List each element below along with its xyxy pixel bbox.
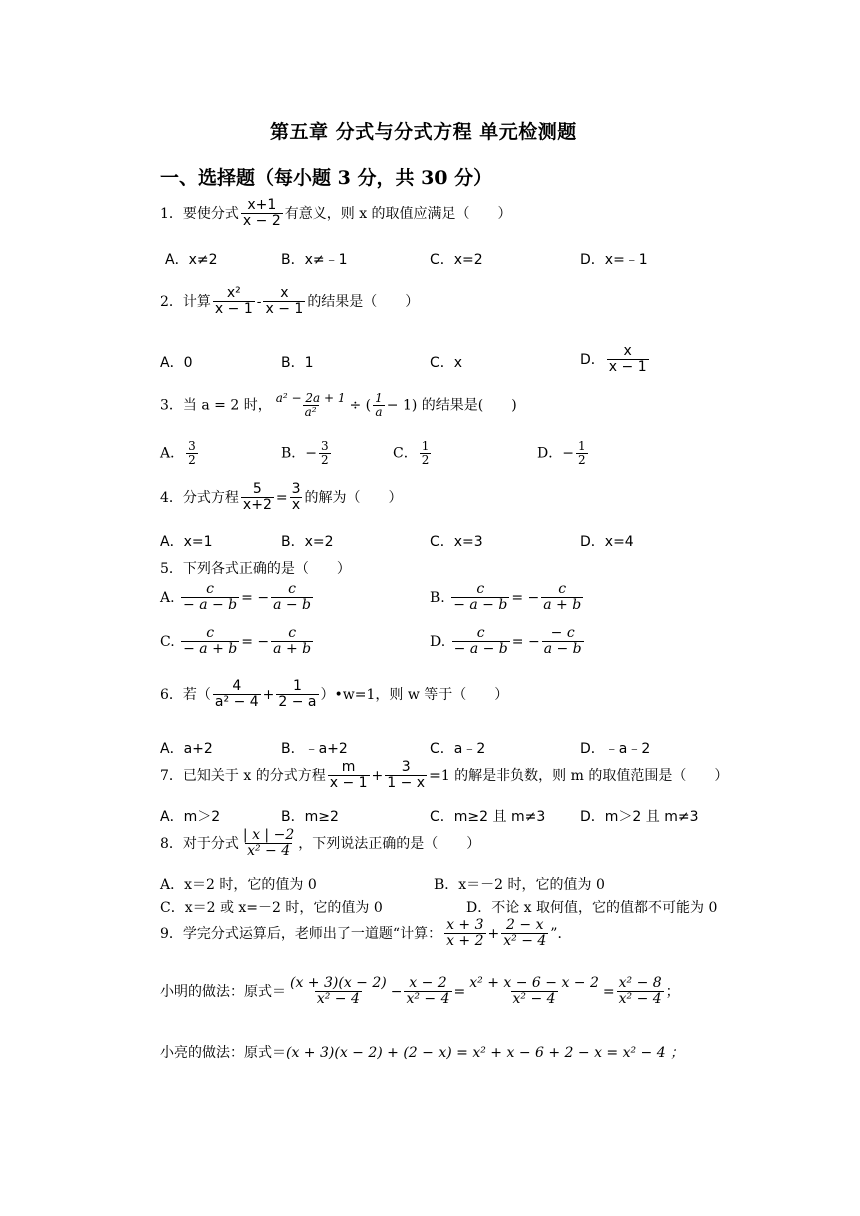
q5-d-label: D. xyxy=(430,633,446,650)
q4-right-fraction xyxy=(290,482,303,514)
q4-post: 的解为（ ） xyxy=(304,489,403,506)
q2-fraction-2 xyxy=(263,286,305,318)
q5-a-rd: a − b xyxy=(273,597,312,614)
q2-d-fraction xyxy=(607,344,649,376)
q3-a-den: 2 xyxy=(188,453,196,468)
q5-d-left xyxy=(452,626,510,658)
q3-d-den: 2 xyxy=(577,453,586,468)
q3-a-label: A． xyxy=(160,445,185,462)
q4-pre: 4．分式方程 xyxy=(160,489,239,506)
q5-b-ld: − a − b xyxy=(453,597,508,614)
q3-option-d xyxy=(537,440,590,467)
q1-option-d: D．x=﹣1 xyxy=(580,252,648,268)
q9-f1-den: x + 2 xyxy=(446,933,484,950)
q9-m1-num: (x + 3)(x − 2) xyxy=(290,975,387,991)
q3-num: a² − 2a + 1 xyxy=(275,391,346,405)
q5-d-rn: − c xyxy=(550,625,575,641)
page-title: 第五章 分式与分式方程 单元检测题 xyxy=(270,121,577,143)
q3-inner-fraction xyxy=(373,392,385,419)
q5-a-label: A. xyxy=(160,589,175,606)
q9-m1-den: x² − 4 xyxy=(316,991,360,1008)
section-heading: 一、选择题（每小题 3 分，共 30 分） xyxy=(160,167,493,189)
q6-f1-den: a² − 4 xyxy=(214,694,259,711)
q8-post: ，下列说法正确的是（ ） xyxy=(298,835,481,852)
q1-den: x − 2 xyxy=(242,213,281,230)
q3-c-num: 1 xyxy=(421,439,430,453)
q5-a-left xyxy=(181,582,239,614)
q5-d-rd: a − b xyxy=(543,641,582,658)
q7-f1-den: x − 1 xyxy=(329,775,368,792)
q3-b-num: 3 xyxy=(321,439,329,453)
q1-option-a: A．x≠2 xyxy=(165,252,218,268)
q9-ming-frac-1 xyxy=(288,976,389,1008)
q3-c-fraction xyxy=(420,440,432,467)
q5-b-left xyxy=(451,582,509,614)
q5-option-c xyxy=(160,626,315,658)
q9-f1-num: x + 3 xyxy=(446,917,484,933)
q7-option-c: C．m≥2 且 m≠3 xyxy=(430,809,546,825)
q9-m3-den: x² − 4 xyxy=(512,991,556,1008)
q3-b-label: B．− xyxy=(281,445,318,462)
q9-plus: + xyxy=(487,925,500,942)
q9-post: ”． xyxy=(550,925,572,942)
q5-d-eq: = − xyxy=(511,633,540,650)
q2-post: 的结果是（ ） xyxy=(307,293,420,310)
q6-f2-num: 1 xyxy=(292,678,302,694)
q7-f2-num: 3 xyxy=(401,759,411,775)
q5-a-ln: c xyxy=(206,581,214,597)
q9-m-eq: = xyxy=(453,983,466,1000)
q5-b-rd: a + b xyxy=(543,597,582,614)
q4-right-den: x xyxy=(291,497,301,514)
q8-option-a: A．x＝2 时，它的值为 0 xyxy=(160,877,317,893)
q3-pre: 3．当 a = 2 时， xyxy=(160,397,272,414)
q2-d-num: x xyxy=(623,343,632,359)
q5-option-b xyxy=(430,582,585,614)
q4-left-fraction xyxy=(241,482,274,514)
q2-pre: 2．计算 xyxy=(160,293,211,310)
q9-fraction-1 xyxy=(444,918,485,950)
q5-b-ln: c xyxy=(476,581,485,597)
q4-left-num: 5 xyxy=(252,481,262,497)
q1-option-c: C．x=2 xyxy=(430,252,483,268)
q7-plus: + xyxy=(371,767,384,784)
q2-minus: - xyxy=(256,293,262,310)
q9-xiaoming-solution xyxy=(160,976,680,1008)
q3-fraction xyxy=(274,392,348,419)
q8-option-c: C．x＝2 或 x=－2 时，它的值为 0 xyxy=(160,900,383,916)
q4-left-den: x+2 xyxy=(242,497,272,514)
q9-pre: 9．学完分式运算后，老师出了一道题“计算： xyxy=(160,925,443,942)
q8-num: | x | −2 xyxy=(242,827,295,843)
q7-option-d: D．m＞2 且 m≠3 xyxy=(580,809,699,825)
q9-f2-num: 2 − x xyxy=(506,917,544,933)
q3-option-c xyxy=(393,440,433,467)
q7-f2-den: 1 − x xyxy=(387,775,426,792)
q7-fraction-1 xyxy=(328,760,370,792)
q5-c-ld: − a + b xyxy=(183,641,238,658)
q3-b-den: 2 xyxy=(321,453,329,468)
q6-f1-num: 4 xyxy=(232,678,242,694)
q2-option-a: A．0 xyxy=(160,355,193,371)
q5-d-right xyxy=(542,626,584,658)
question-1-stem xyxy=(160,198,512,230)
q5-option-a xyxy=(160,582,315,614)
q6-option-b: B．﹣a+2 xyxy=(281,741,348,757)
q5-option-d xyxy=(430,626,586,658)
q6-f2-den: 2 − a xyxy=(278,694,317,711)
q5-c-right xyxy=(271,626,313,658)
q3-inner-num: 1 xyxy=(375,391,383,405)
q5-a-rn: c xyxy=(288,581,296,597)
q9-m2-num: x − 2 xyxy=(409,975,447,991)
q9-ming-frac-4 xyxy=(617,976,664,1008)
q9-ming-label: 小明的做法：原式＝ xyxy=(160,983,286,1000)
q6-plus: + xyxy=(262,686,275,703)
question-3-stem xyxy=(160,392,517,419)
q3-tail: − 1) xyxy=(386,397,418,414)
q7-option-b: B．m≥2 xyxy=(281,809,339,825)
q2-f1-num: x² xyxy=(226,285,241,301)
q5-c-eq: = − xyxy=(241,633,270,650)
q3-mid: ÷ ( xyxy=(349,397,372,414)
q3-a-num: 3 xyxy=(188,439,196,453)
q1-num: x+1 xyxy=(247,197,277,213)
q8-option-b: B．x＝－2 时，它的值为 0 xyxy=(434,877,605,893)
q5-a-right xyxy=(271,582,313,614)
q2-option-d xyxy=(580,344,651,376)
q4-right-num: 3 xyxy=(291,481,301,497)
q9-m-end: ； xyxy=(665,983,680,1000)
q3-post: 的结果是( ) xyxy=(421,397,517,414)
question-5-stem: 5．下列各式正确的是（ ） xyxy=(160,561,351,577)
q9-liang-label: 小亮的做法：原式＝ xyxy=(160,1045,286,1061)
q9-m4-num: x² − 8 xyxy=(618,975,662,991)
q3-inner-den: a xyxy=(375,405,383,420)
q8-den: x² − 4 xyxy=(247,843,291,860)
q3-option-a xyxy=(160,440,200,467)
q5-b-label: B. xyxy=(430,589,445,606)
q6-option-c: C．a﹣2 xyxy=(430,741,486,757)
question-9-stem xyxy=(160,918,571,950)
question-6-stem xyxy=(160,679,508,711)
q3-d-num: 1 xyxy=(577,439,586,453)
q6-fraction-2 xyxy=(276,679,318,711)
q2-f1-den: x − 1 xyxy=(214,301,253,318)
q7-pre: 7．已知关于 x 的分式方程 xyxy=(160,767,326,784)
q3-den: a² xyxy=(304,405,317,420)
q2-option-c: C．x xyxy=(430,355,463,371)
q9-fraction-2 xyxy=(501,918,548,950)
q9-m-minus: − xyxy=(390,983,403,1000)
question-7-stem xyxy=(160,760,728,792)
q3-d-label: D．− xyxy=(537,445,574,462)
q3-option-b xyxy=(281,440,333,467)
q2-d-den: x − 1 xyxy=(608,359,647,376)
q7-f1-num: m xyxy=(341,759,356,775)
q5-c-ln: c xyxy=(206,625,215,641)
q9-xiaoliang-solution xyxy=(160,1042,684,1062)
q7-post: =1 的解是非负数，则 m 的取值范围是（ ） xyxy=(429,767,729,784)
q8-fraction xyxy=(241,828,296,860)
q6-option-d: D．﹣a﹣2 xyxy=(580,741,651,757)
q4-option-d: D．x=4 xyxy=(580,534,634,550)
q1-post: 有意义，则 x 的取值应满足（ ） xyxy=(284,205,512,222)
q5-b-rn: c xyxy=(558,581,567,597)
q2-f2-num: x xyxy=(280,285,289,301)
q5-a-ld: − a − b xyxy=(183,597,238,614)
q5-b-eq: = − xyxy=(511,589,540,606)
q1-fraction xyxy=(241,198,283,230)
q1-option-b: B．x≠﹣1 xyxy=(281,252,348,268)
q2-d-label: D． xyxy=(580,351,605,368)
q9-f2-den: x² − 4 xyxy=(503,933,547,950)
q5-d-ld: − a − b xyxy=(453,641,508,658)
question-4-stem xyxy=(160,482,403,514)
q6-fraction-1 xyxy=(213,679,261,711)
q6-option-a: A．a+2 xyxy=(160,741,213,757)
q3-c-den: 2 xyxy=(421,453,430,468)
q9-m2-den: x² − 4 xyxy=(406,991,450,1008)
q4-option-b: B．x=2 xyxy=(281,534,334,550)
q4-eq: = xyxy=(275,489,288,506)
q5-d-ln: c xyxy=(476,625,485,641)
q3-b-fraction xyxy=(319,440,331,467)
q5-c-label: C. xyxy=(160,633,175,650)
q5-c-left xyxy=(181,626,239,658)
q8-pre: 8．对于分式 xyxy=(160,835,239,852)
q9-liang-expr: (x + 3)(x − 2) + (2 − x) = x² + x − 6 + 2 − x = x² − 4 ； xyxy=(286,1045,685,1061)
q9-m4-den: x² − 4 xyxy=(618,991,662,1008)
q2-option-b: B．1 xyxy=(281,355,314,371)
question-8-stem xyxy=(160,828,480,860)
q7-option-a: A．m＞2 xyxy=(160,809,221,825)
q3-c-label: C． xyxy=(393,445,418,462)
q7-fraction-2 xyxy=(385,760,427,792)
q9-ming-frac-3 xyxy=(467,976,601,1008)
q6-pre: 6．若（ xyxy=(160,686,211,703)
q3-d-fraction xyxy=(576,440,588,467)
q5-b-right xyxy=(541,582,583,614)
q9-ming-frac-2 xyxy=(404,976,451,1008)
q9-m-eq2: = xyxy=(602,983,615,1000)
q8-option-d: D．不论 x 取何值，它的值都不可能为 0 xyxy=(466,900,718,916)
question-2-stem xyxy=(160,286,419,318)
q9-m3-num: x² + x − 6 − x − 2 xyxy=(469,975,599,991)
q2-fraction-1 xyxy=(213,286,255,318)
q6-post: ）•w=1，则 w 等于（ ） xyxy=(320,686,509,703)
q5-c-rd: a + b xyxy=(273,641,312,658)
q2-f2-den: x − 1 xyxy=(265,301,304,318)
q4-option-c: C．x=3 xyxy=(430,534,483,550)
q1-pre: 1．要使分式 xyxy=(160,205,239,222)
q5-a-eq: = − xyxy=(241,589,270,606)
q3-a-fraction xyxy=(186,440,198,467)
q4-option-a: A．x=1 xyxy=(160,534,213,550)
q5-c-rn: c xyxy=(288,625,297,641)
